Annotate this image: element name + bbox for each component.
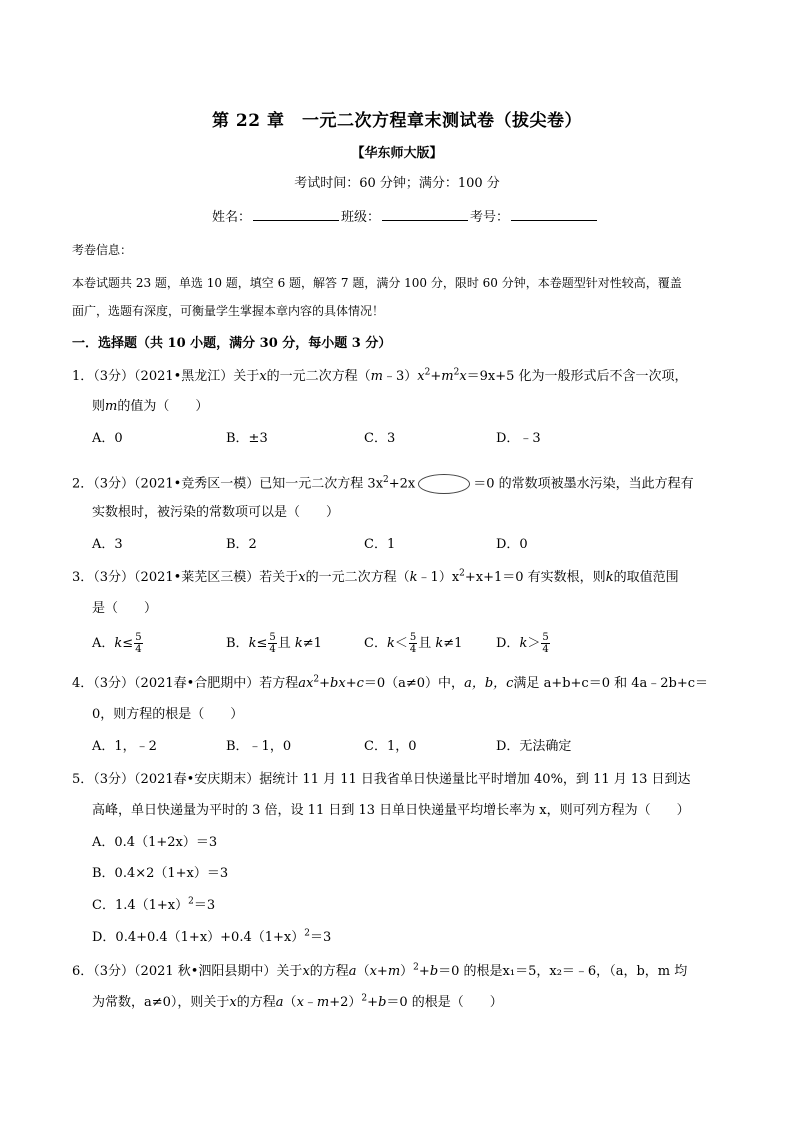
class-field[interactable] bbox=[382, 208, 468, 221]
q5-option-b[interactable]: B．0.4×2（1+x）＝3 bbox=[92, 866, 229, 881]
q3-option-b[interactable]: B．k≤ $\frac{5}{4}$ 且 k≠1 bbox=[226, 632, 322, 655]
q1-option-b[interactable]: B．±3 bbox=[226, 431, 268, 446]
question-5-line-2: 高峰，单日快递量为平时的 3 倍，设 11 日到 13 日单日快递量平均增长率为 x，则可列方程为（ ） bbox=[92, 803, 690, 818]
name-label: 姓名： bbox=[212, 210, 252, 225]
q1-option-c[interactable]: C．3 bbox=[364, 431, 396, 446]
q1-option-a[interactable]: A．0 bbox=[92, 431, 123, 446]
q3-option-a[interactable]: A．k≤ $\frac{5}{4}$ bbox=[92, 632, 142, 655]
q2-option-d[interactable]: D．0 bbox=[496, 537, 528, 552]
info-heading: 考卷信息： bbox=[72, 243, 133, 257]
question-1: 1．（3分）（2021•黑龙江）关于x的一元二次方程$(m﹣3)x^2+m^2x=9x+5$ 化为一般形式后不含一次项， bbox=[72, 367, 688, 384]
question-6-line-2: 为常数，a≠0），则关于x的方程a（x﹣m+2）$^2$+b＝0 的根是（ ） bbox=[92, 993, 503, 1010]
question-6: 6．（3分）（2021 秋•泗阳县期中）关于x的方程$a(x+m)^2+b=0$ 的根是x₁＝5，x₂＝﹣6，（a，b，m 均 bbox=[72, 962, 688, 979]
student-fields bbox=[212, 208, 599, 226]
question-1-line-2: 则m的值为（ ） bbox=[92, 399, 209, 414]
info-line-2: 面广，选题有深度，可衡量学生掌握本章内容的具体情况！ bbox=[72, 304, 385, 318]
q2-option-a[interactable]: A．3 bbox=[92, 537, 123, 552]
edition-label: 【华东师大版】 bbox=[351, 146, 443, 161]
q3-option-d[interactable]: D．k＞ $\frac{5}{4}$ bbox=[496, 632, 549, 655]
page-title: 第 22 章 一元二次方程章末测试卷（拔尖卷） bbox=[212, 111, 582, 131]
q5-option-d[interactable]: D．$0.4+0.4(1+x)+0.4(1+x)^2=3$ bbox=[92, 928, 332, 945]
ink-blot-icon bbox=[418, 474, 470, 494]
question-2: 2．（3分）（2021•竞秀区一模）已知一元二次方程 $3x^2+2x =0$ 的常数项被墨水污染，当此方程有 bbox=[72, 474, 694, 494]
question-4-line-2: 0，则方程的根是（ ） bbox=[92, 707, 244, 722]
question-2-line-2: 实数根时，被污染的常数项可以是（ ） bbox=[92, 505, 340, 520]
class-label: 班级： bbox=[341, 210, 381, 225]
q5-option-a[interactable]: A．0.4（1+2x）＝3 bbox=[92, 835, 218, 850]
exam-info: 考试时间：60 分钟；满分：100 分 bbox=[294, 176, 500, 191]
q4-option-d[interactable]: D．无法确定 bbox=[496, 739, 572, 754]
q2-option-c[interactable]: C．1 bbox=[364, 537, 396, 552]
q4-option-b[interactable]: B．﹣1，0 bbox=[226, 739, 292, 754]
q3-option-c[interactable]: C．k＜ $\frac{5}{4}$ 且 k≠1 bbox=[364, 632, 463, 655]
question-5: 5．（3分）（2021春•安庆期末）据统计 11 月 11 日我省单日快递量比平时增加 40%，到 11 月 13 日到达 bbox=[72, 772, 691, 787]
q4-option-a[interactable]: A．1，﹣2 bbox=[92, 739, 157, 754]
section-heading: 一．选择题（共 10 小题，满分 30 分，每小题 3 分） bbox=[72, 336, 392, 351]
info-line-1: 本卷试题共 23 题，单选 10 题，填空 6 题，解答 7 题，满分 100 分，限时 60 分钟，本卷题型针对性较高，覆盖 bbox=[72, 276, 682, 290]
q1-option-d[interactable]: D．﹣3 bbox=[496, 431, 541, 446]
question-3-line-2: 是（ ） bbox=[92, 601, 158, 616]
question-4: 4．（3分）（2021春•合肥期中）若方程$ax^2+bx+c=0(a\ne 0)$中，a，b，c满足 a+b+c＝0 和 4a﹣2b+c＝ bbox=[72, 674, 709, 691]
name-field[interactable] bbox=[253, 208, 339, 221]
q5-option-c[interactable]: C．$1.4(1+x)^2=3$ bbox=[92, 896, 216, 913]
id-label: 考号： bbox=[470, 210, 510, 225]
question-3: 3．（3分）（2021•莱芜区三模）若关于x的一元二次方程$(k﹣1)x^2+x+1=0$ 有实数根，则k的取值范围 bbox=[72, 568, 679, 585]
q2-option-b[interactable]: B．2 bbox=[226, 537, 257, 552]
q4-option-c[interactable]: C．1，0 bbox=[364, 739, 417, 754]
id-field[interactable] bbox=[511, 208, 597, 221]
